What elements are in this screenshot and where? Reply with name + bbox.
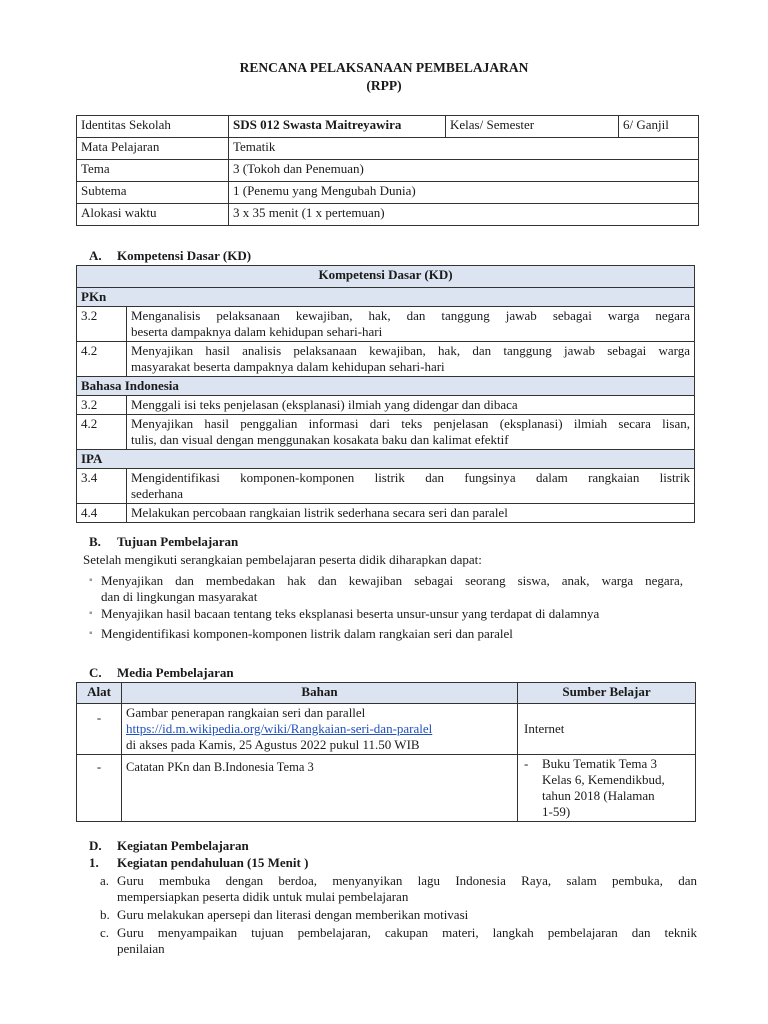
sumber-line: Buku Tematik Tema 3 [542, 756, 658, 771]
kd-table-header: Kompetensi Dasar (KD) [77, 266, 695, 288]
section-heading-tujuan [89, 534, 238, 550]
list-item-line: Guru menyampaikan tujuan pembelajaran, cakupan materi, langkah pembelajaran dan teknik [117, 925, 697, 940]
bahan-line: di akses pada Kamis, 25 Agustus 2022 pukul 11.50 WIB [126, 737, 420, 752]
kd-code: 3.4 [77, 469, 127, 504]
table-row [77, 469, 695, 504]
section-title: Media Pembelajaran [117, 665, 234, 680]
table-row [77, 755, 696, 822]
identity-table [76, 115, 699, 226]
col-header-alat: Alat [77, 683, 122, 704]
section-letter: A. [89, 248, 102, 263]
bahan-cell [122, 704, 518, 755]
table-header-row [77, 683, 696, 704]
subject-label: Bahasa Indonesia [77, 377, 695, 396]
list-item [100, 925, 697, 957]
kd-line: Menyajikan hasil penggalian informasi dari teks penjelasan (eksplanasi) ilmiah secara lisan, [131, 416, 690, 431]
identity-value: Tematik [229, 138, 699, 160]
kd-line: beserta dampaknya dalam kehidupan sehari-hari [131, 324, 383, 339]
identity-label: Alokasi waktu [77, 204, 229, 226]
kd-line: Menggali isi teks penjelasan (eksplanasi) ilmiah yang didengar dan dibaca [131, 397, 518, 412]
section-letter: C. [89, 665, 102, 680]
list-item-line: penilaian [117, 941, 165, 956]
table-row [77, 160, 699, 182]
list-marker: b. [100, 907, 110, 922]
sumber-line: 1-59) [542, 804, 571, 819]
identity-label: Mata Pelajaran [77, 138, 229, 160]
subsection-heading [89, 855, 308, 871]
subject-label: PKn [77, 288, 695, 307]
subsection-title: Kegiatan pendahuluan (15 Menit ) [117, 855, 309, 870]
list-item-line: Menyajikan dan membedakan hak dan kewajiban sebagai seorang siswa, anak, warga negara, [101, 573, 683, 588]
list-item-line: mempersiapkan peserta didik untuk mulai pembelajaran [117, 889, 409, 904]
kd-code: 3.2 [77, 396, 127, 415]
table-row [77, 138, 699, 160]
subject-row [77, 377, 695, 396]
table-row [77, 204, 699, 226]
bullet-icon: ▪ [89, 628, 93, 639]
kd-line: masyarakat beserta dampaknya dalam kehidupan sehari-hari [131, 359, 445, 374]
table-row [77, 182, 699, 204]
kd-line: tulis, dan visual dengan menggunakan kosakata baku dan kalimat efektif [131, 432, 509, 447]
table-row [77, 342, 695, 377]
section-heading-kegiatan [89, 838, 249, 854]
sumber-cell: Internet [518, 704, 696, 755]
kd-line: sederhana [131, 486, 183, 501]
bullet-icon: ▪ [89, 575, 93, 586]
list-marker: a. [100, 873, 110, 888]
tujuan-intro: Setelah mengikuti serangkaian pembelajaran peserta didik diharapkan dapat: [83, 552, 482, 567]
kd-code: 4.4 [77, 504, 127, 523]
bahan-line: Gambar penerapan rangkaian seri dan parallel [126, 705, 366, 720]
section-title: Kegiatan Pembelajaran [117, 838, 249, 853]
table-row [77, 704, 696, 755]
kd-description [127, 307, 695, 342]
identity-label: Identitas Sekolah [77, 116, 229, 138]
identity-value: 3 (Tokoh dan Penemuan) [229, 160, 699, 182]
media-table [76, 682, 696, 822]
sumber-line: Kelas 6, Kemendikbud, [542, 772, 665, 787]
kd-line: Mengidentifikasi komponen-komponen listrik dan fungsinya dalam rangkaian listrik [131, 470, 690, 485]
table-row [77, 307, 695, 342]
table-row [77, 116, 699, 138]
identity-label: Subtema [77, 182, 229, 204]
identity-value: 3 x 35 menit (1 x pertemuan) [229, 204, 699, 226]
section-letter: D. [89, 838, 102, 853]
section-letter: B. [89, 534, 101, 549]
alat-cell: - [77, 755, 122, 822]
list-item-line: Menyajikan hasil bacaan tentang teks eksplanasi beserta unsur-unsur yang terdapat di dalamnya [101, 606, 600, 621]
kd-line: Menganalisis pelaksanaan kewajiban, hak, dan tanggung jawab sebagai warga negara [131, 308, 690, 323]
list-item [100, 907, 697, 923]
kd-description [127, 396, 695, 415]
kd-line: Menyajikan hasil analisis pelaksanaan kewajiban, hak, dan tanggung jawab sebagai warga [131, 343, 690, 358]
list-item [89, 573, 683, 605]
kd-line: Melakukan percobaan rangkaian listrik sederhana secara seri dan paralel [131, 505, 508, 520]
wikipedia-link[interactable]: https://id.m.wikipedia.org/wiki/Rangkaian-seri-dan-paralel [126, 721, 433, 736]
section-heading-kd [89, 248, 251, 264]
sumber-line: tahun 2018 (Halaman [542, 788, 655, 803]
doc-subtitle: (RPP) [366, 78, 402, 93]
kd-code: 4.2 [77, 342, 127, 377]
list-item-line: Guru membuka dengan berdoa, menyanyikan lagu Indonesia Raya, salam pembuka, dan [117, 873, 697, 888]
table-row [77, 415, 695, 450]
kd-description [127, 469, 695, 504]
list-item [100, 873, 697, 905]
list-item-line: dan di lingkungan masyarakat [101, 589, 258, 604]
col-header-sumber: Sumber Belajar [518, 683, 696, 704]
sumber-cell [518, 755, 696, 822]
list-item-line: Mengidentifikasi komponen-komponen listrik dalam rangkaian seri dan paralel [101, 626, 513, 641]
kd-code: 3.2 [77, 307, 127, 342]
kd-code: 4.2 [77, 415, 127, 450]
section-heading-media [89, 665, 234, 681]
kd-description [127, 342, 695, 377]
bullet-icon: - [524, 756, 529, 771]
kd-table [76, 265, 695, 523]
subsection-number: 1. [89, 855, 99, 870]
list-item [89, 606, 683, 622]
col-header-bahan: Bahan [122, 683, 518, 704]
identity-label: Tema [77, 160, 229, 182]
list-marker: c. [100, 925, 110, 940]
table-row [77, 504, 695, 523]
list-item-line: Guru melakukan apersepi dan literasi dengan memberikan motivasi [117, 907, 469, 922]
kd-description [127, 415, 695, 450]
subject-row [77, 288, 695, 307]
table-header-row [77, 266, 695, 288]
identity-value-2: 6/ Ganjil [619, 116, 699, 138]
identity-value: SDS 012 Swasta Maitreyawira [229, 116, 446, 138]
alat-cell: - [77, 704, 122, 755]
table-row [77, 396, 695, 415]
bullet-icon: ▪ [89, 608, 93, 619]
identity-value: 1 (Penemu yang Mengubah Dunia) [229, 182, 699, 204]
identity-label-2: Kelas/ Semester [446, 116, 619, 138]
subject-label: IPA [77, 450, 695, 469]
doc-title: RENCANA PELAKSANAAN PEMBELAJARAN [239, 60, 529, 75]
bahan-cell: Catatan PKn dan B.Indonesia Tema 3 [122, 755, 518, 822]
section-title: Kompetensi Dasar (KD) [117, 248, 252, 263]
kd-description [127, 504, 695, 523]
list-item [89, 626, 683, 642]
subject-row [77, 450, 695, 469]
section-title: Tujuan Pembelajaran [117, 534, 239, 549]
